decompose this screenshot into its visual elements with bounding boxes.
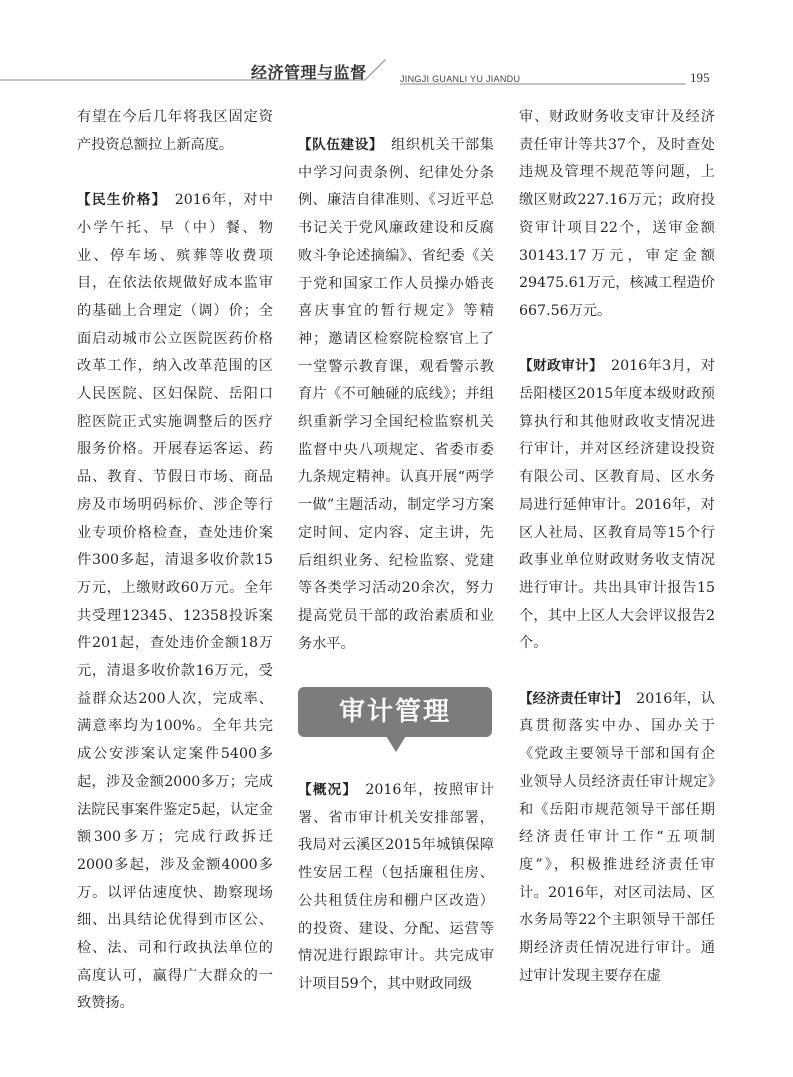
column-2-lower	[298, 777, 494, 999]
paragraph-continuation: 审、财政财务收支审计及经济责任审计等共37个，及时查处违规及管理不规范等问题，上缴区财政227.16万元；政府投资审计项目22个，送审金额30143.17万元，审定金额29475.61万元，核减工程造价667.56万元。	[519, 109, 715, 319]
column-2	[298, 132, 494, 658]
running-header-subtitle: JINGJI GUANLI YU JIANDU	[400, 74, 521, 84]
column-1	[77, 104, 273, 1018]
header-rule	[0, 0, 793, 100]
paragraph-continuation: 有望在今后几年将我区固定资产投资总额拉上新高度。	[77, 109, 273, 153]
section-keyword: 【经济责任审计】	[519, 690, 629, 707]
section-keyword: 【队伍建设】	[298, 137, 384, 153]
section-keyword: 【财政审计】	[519, 358, 604, 375]
section-keyword: 【民生价格】	[77, 192, 167, 209]
paragraph-caizheng-shenji: 【财政审计】 2016年3月，对岳阳楼区2015年度本级财政预算执行和其他财政收支情况进行审计，并对区经济建设投资有限公司、区教育局、区水务局进行延伸审计。2016年，对区人社局、区教育局等15个行政事业单位财政财务收支情况进行审计。共出具审计报告15个，其中上区人大会评议报告2个。	[519, 358, 715, 652]
running-header-title: 经济管理与监督	[251, 63, 367, 82]
section-banner-pointer	[386, 736, 406, 752]
column-3	[519, 104, 715, 990]
paragraph-minsheng-jiage: 【民生价格】 2016年，对中小学午托、早（中）餐、物业、停车场、殡葬等收费项目，在依法依规做好成本监审的基础上合理定（调）价；全面启动城市公立医院医药价格改革工作，纳入改革范围的区人民医院、区妇保院、岳阳口腔医院正式实施调整后的医疗服务价格。开展春运客运、药品、教育、节假日市场、商品房及市场明码标价、涉企等行业专项价格检查，查处违价案件300多起，清退多收价款15万元，上缴财政60万元。全年共受理12345、12358投诉案件201起，查处违价金额18万元，清退多收价款16万元，受益群众达200人次，完成率、满意率均为100%。全年共完成公安涉案认定案件5400多起，涉及金额2000多万；完成法院民事案件鉴定5起，认定金额300多万；完成行政拆迁2000多起，涉及金额4000多万。以评估速度快、勘察现场细、出具结论优得到市区公、检、法、司和行政执法单位的高度认可，赢得广大群众的一致赞扬。	[77, 192, 274, 1012]
page-number: 195	[690, 70, 710, 85]
paragraph-duiwu-jianshe: 【队伍建设】 组织机关干部集中学习问责条例、纪律处分条例、廉洁自律准则、《习近平总书记关于党风廉政建设和反腐败斗争论述摘编》、省纪委《关于党和国家工作人员操办婚丧喜庆事宜的暂行规定》等精神；邀请区检察院检察官上了一堂警示教育课，观看警示教育片《不可触碰的底线》；并组织重新学习全国纪检监察机关监督中央八项规定、省委市委九条规定精神。认真开展“两学一做”主题活动，制定学习方案定时间、定内容、定主讲，先后组织业务、纪检监察、党建等各类学习活动20余次，努力提高党员干部的政治素质和业务水平。	[298, 137, 494, 652]
paragraph-jingji-zeren-shenji: 【经济责任审计】 2016年，认真贯彻落实中办、国办关于《党政主要领导干部和国有企业领导人员经济责任审计规定》和《岳阳市规范领导干部任期经济责任审计工作“五项制度”》，积极推进经济责任审计。2016年，对区司法局、区水务局等22个主职领导干部任期经济责任情况进行审计。通过审计发现主要存在虚	[519, 690, 715, 984]
section-banner: 审计管理	[298, 687, 492, 737]
paragraph-gaikuang: 【概况】 2016年，按照审计署、省市审计机关安排部署，我局对云溪区2015年城镇保障性安居工程（包括廉租住房、公共租赁住房和棚户区改造）的投资、建设、分配、运营等情况进行跟踪审计。共完成审计项目59个，其中财政同级	[298, 782, 495, 992]
section-keyword: 【概况】	[298, 782, 358, 798]
